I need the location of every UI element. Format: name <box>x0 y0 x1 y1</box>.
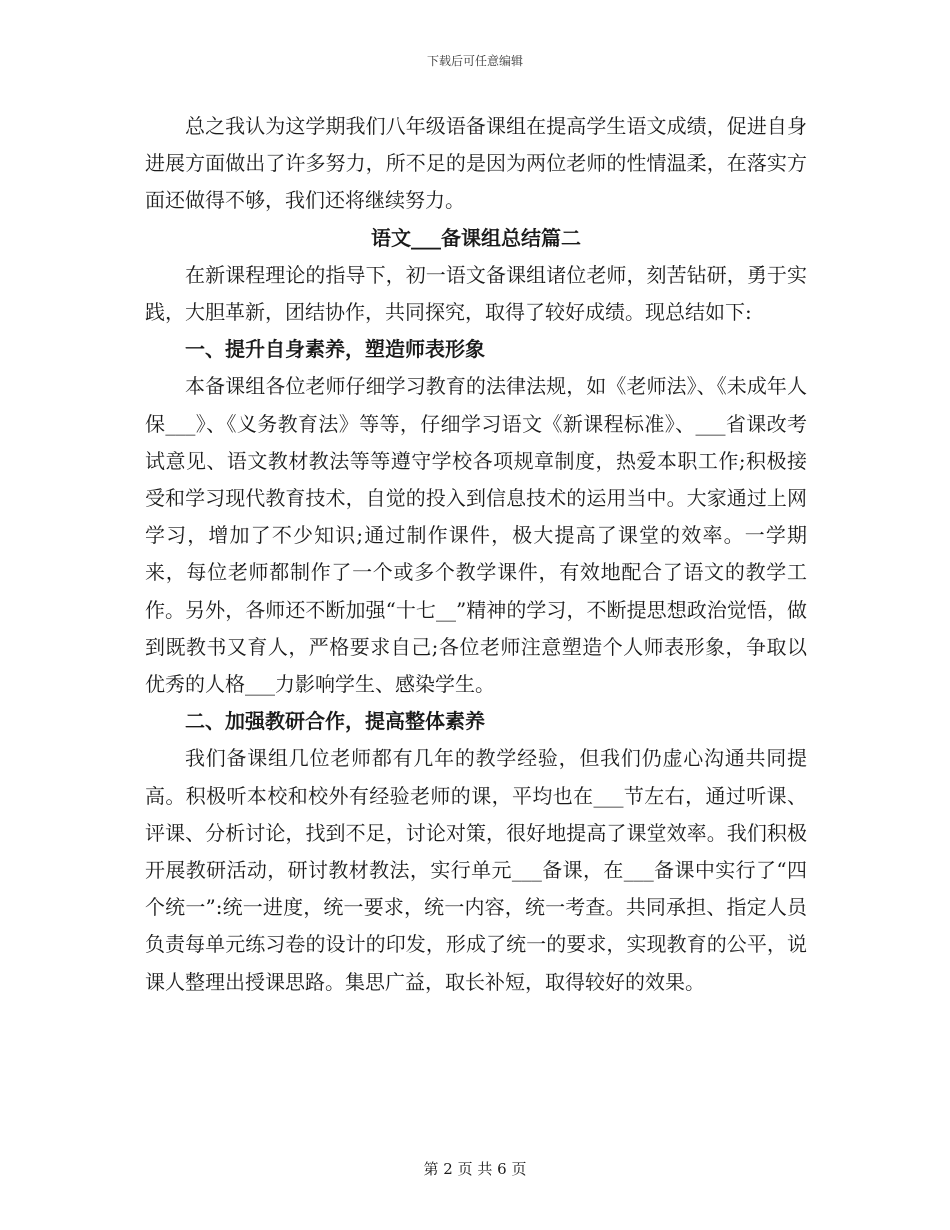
paragraph-self-cultivation: 本备课组各位老师仔细学习教育的法律法规，如《老师法》、《未成年人保___》、《义务教育法》等等，仔细学习语文《新课程标准》、___省课改考试意见、语文教材教法等等遵守学校各项规章制度，热爱本职工作;积极接受和学习现代教育技术，自觉的投入到信息技术的运用当中。大家通过上网学习，增加了不少知识;通过制作课件，极大提高了课堂的效率。一学期来，每位老师都制作了一个或多个教学课件，有效地配合了语文的教学工作。另外，各师还不断加强“十七__”精神的学习，不断提思想政治觉悟，做到既教书又育人，严格要求自己;各位老师注意塑造个人师表形象，争取以优秀的人格___力影响学生、感染学生。 <box>145 374 807 697</box>
heading-1: 一、提升自身素养，塑造师表形象 <box>185 337 485 362</box>
heading-2: 二、加强教研合作，提高整体素养 <box>185 709 485 734</box>
document-body <box>145 108 807 1001</box>
paragraph-intro: 在新课程理论的指导下，初一语文备课组诸位老师，刻苦钻研，勇于实践，大胆革新，团结协作，共同探究，取得了较好成绩。现总结如下: <box>145 262 807 325</box>
paragraph-teaching-research: 我们备课组几位老师都有几年的教学经验，但我们仍虚心沟通共同提高。积极听本校和校外有经验老师的课，平均也在___节左右，通过听课、评课、分析讨论，找到不足，讨论对策，很好地提高了课堂效率。我们积极开展教研活动，研讨教材教法，实行单元___备课，在___备课中实行了“四个统一”:统一进度，统一要求，统一内容，统一考查。共同承担、指定人员负责每单元练习卷的设计的印发，形成了统一的要求，实现教育的公平，说课人整理出授课思路。集思广益，取长补短，取得较好的效果。 <box>145 746 807 994</box>
section-title: 语文___备课组总结篇二 <box>371 225 581 250</box>
page-header-note: 下载后可任意编辑 <box>426 54 523 68</box>
page-number: 第 2 页 共 6 页 <box>423 1160 527 1178</box>
paragraph-conclusion: 总之我认为这学期我们八年级语备课组在提高学生语文成绩，促进自身进展方面做出了许多努力，所不足的是因为两位老师的性情温柔，在落实方面还做得不够，我们还将继续努力。 <box>145 114 807 213</box>
